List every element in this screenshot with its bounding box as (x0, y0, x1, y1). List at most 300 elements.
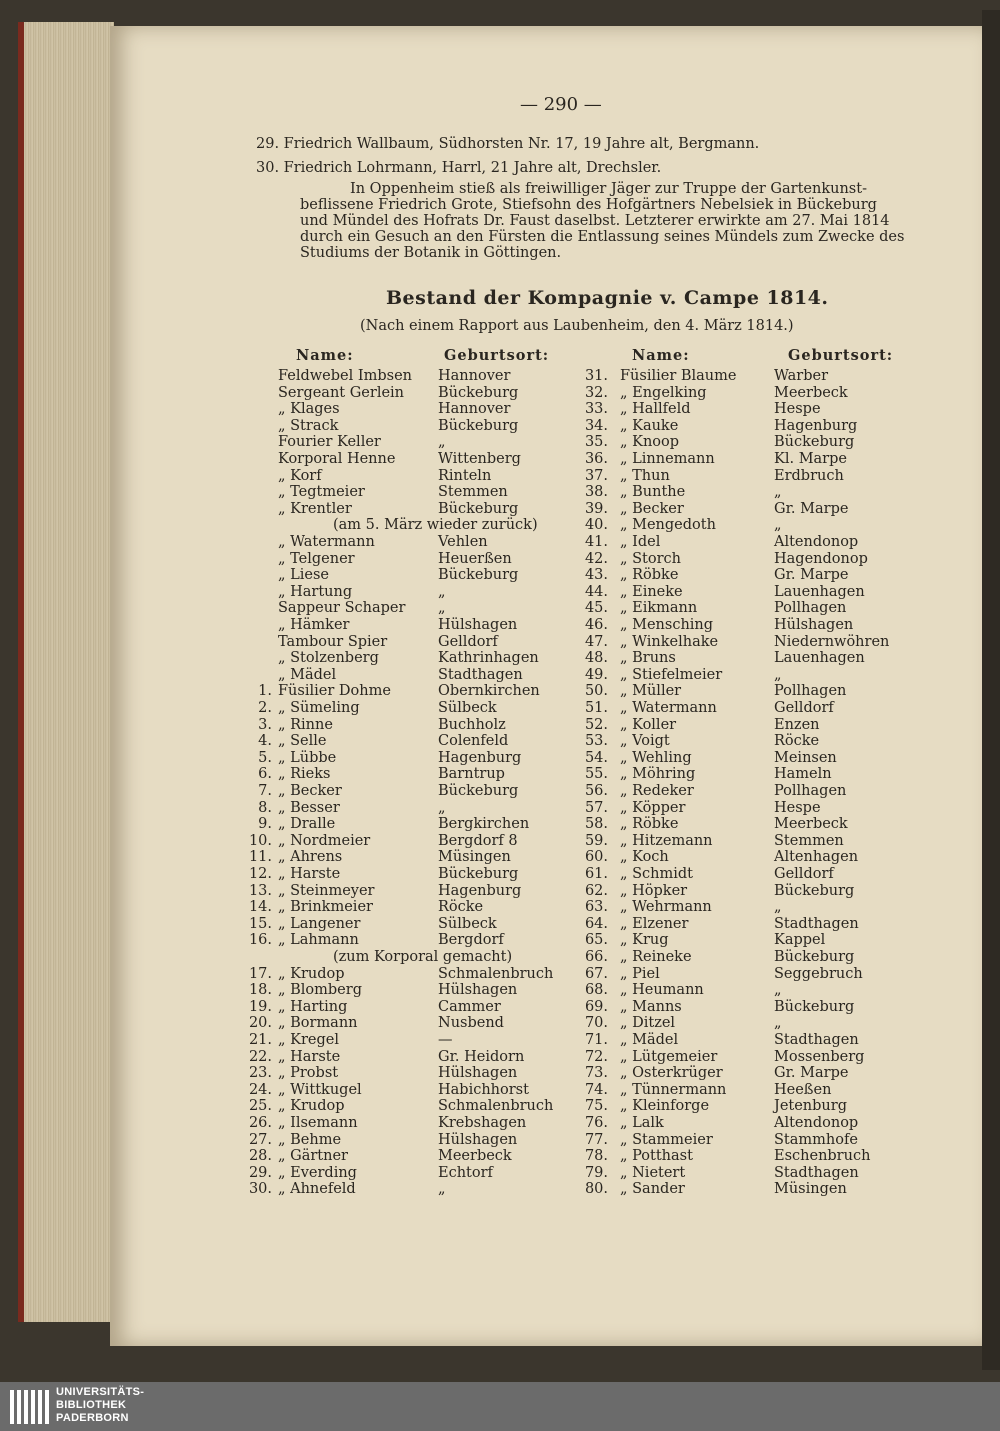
row-birthplace: Kappel (774, 932, 826, 949)
row-birthplace: „ (438, 583, 446, 600)
row-birthplace: Kl. Marpe (774, 451, 847, 467)
row-number: 55. (584, 766, 608, 783)
row-name: „ Lütgemeier (620, 1048, 718, 1065)
row-birthplace: Habichhorst (438, 1081, 529, 1098)
row-name: „ Besser (278, 799, 340, 816)
row-number: 50. (584, 683, 608, 700)
paragraph-line: und Mündel des Hofrats Dr. Faust daselbst. Letzterer erwirkte am 27. Mai 1814 (300, 213, 890, 229)
row-name: „ Engelking (620, 384, 707, 401)
row-name: „ Everding (278, 1164, 357, 1181)
row-name: „ Lalk (620, 1115, 664, 1131)
row-number: 67. (584, 965, 608, 982)
row-name: „ Eikmann (620, 600, 698, 617)
row-name: „ Nordmeier (278, 832, 371, 849)
logo-line: UNIVERSITÄTS- (56, 1386, 145, 1398)
page-edges (18, 22, 114, 1322)
row-birthplace: Bergdorf (438, 932, 504, 949)
row-birthplace: Hülshagen (774, 617, 854, 633)
row-name: Füsilier Blaume (620, 368, 737, 384)
row-name: „ Ahnefeld (278, 1181, 356, 1198)
row-number: 39. (584, 500, 608, 517)
row-number: 47. (584, 633, 608, 650)
row-birthplace: „ (438, 434, 446, 451)
row-name: „ Winkelhake (620, 633, 719, 650)
row-birthplace: Bückeburg (438, 783, 519, 799)
row-number: 2. (258, 700, 272, 716)
row-name: „ Wehling (620, 749, 692, 766)
row-birthplace: Müsingen (438, 849, 511, 866)
row-name: „ Korf (278, 467, 322, 484)
column-header-birthplace: Geburtsort: (444, 347, 550, 364)
row-birthplace: Bergdorf 8 (438, 832, 518, 849)
row-birthplace: Gr. Marpe (774, 1065, 849, 1082)
row-number: 77. (584, 1131, 608, 1148)
row-birthplace: „ (774, 982, 782, 999)
row-birthplace: Meerbeck (438, 1148, 512, 1165)
row-number: 9. (258, 816, 272, 833)
row-number: 36. (584, 451, 608, 467)
row-name: „ Mengedoth (620, 517, 716, 534)
row-name: „ Wehrmann (620, 899, 712, 916)
row-number: 1. (258, 683, 272, 700)
row-name: „ Rieks (278, 766, 331, 783)
row-birthplace: Stadthagen (774, 1164, 859, 1181)
row-birthplace: Seggebruch (774, 965, 863, 982)
row-name: „ Rinne (278, 716, 333, 733)
row-birthplace: Obernkirchen (438, 683, 540, 700)
row-name: „ Mädel (620, 1032, 679, 1048)
row-birthplace: Hagenburg (438, 749, 522, 766)
row-birthplace: „ (774, 484, 782, 501)
row-birthplace: „ (438, 799, 446, 816)
row-number: 11. (248, 849, 272, 866)
row-number: 37. (584, 467, 608, 484)
row-birthplace: Hagenburg (438, 882, 522, 899)
row-name: „ Höpker (620, 882, 688, 899)
row-number: 56. (584, 783, 608, 799)
row-birthplace: Colenfeld (438, 733, 509, 750)
row-number: 65. (584, 932, 608, 949)
row-birthplace: Meerbeck (774, 384, 848, 401)
row-name: „ Voigt (620, 733, 670, 750)
row-name: „ Stammeier (620, 1131, 713, 1148)
row-name: „ Steinmeyer (278, 882, 375, 899)
row-number: 73. (584, 1065, 608, 1082)
library-logo-text (56, 1386, 144, 1425)
row-name: „ Harste (278, 866, 341, 882)
row-birthplace: Hülshagen (438, 1065, 518, 1082)
page-number: — 290 — (520, 94, 602, 115)
row-number: 63. (584, 899, 608, 916)
row-name: „ Hämker (278, 617, 350, 633)
row-name: „ Liese (278, 567, 329, 584)
row-number: 18. (248, 982, 272, 999)
row-name: „ Stolzenberg (278, 650, 379, 667)
row-number: 31. (584, 368, 608, 384)
row-birthplace: Heeßen (774, 1081, 832, 1098)
row-birthplace: Schmalenbruch (438, 965, 554, 982)
row-name: „ Koch (620, 849, 669, 866)
row-birthplace: Barntrup (438, 766, 505, 783)
row-birthplace: Gelldorf (438, 633, 498, 650)
row-number: 10. (248, 832, 272, 849)
logo-line: BIBLIOTHEK (56, 1399, 127, 1411)
row-number: 25. (248, 1098, 272, 1115)
row-name: „ Wittkugel (278, 1081, 362, 1098)
row-birthplace: Altenhagen (774, 849, 859, 866)
row-name: „ Heumann (620, 982, 704, 999)
row-birthplace: Rinteln (438, 467, 492, 484)
row-name: Korporal Henne (278, 451, 396, 467)
row-number: 5. (258, 749, 272, 766)
row-number: 29. (248, 1164, 272, 1181)
row-birthplace: „ (774, 666, 782, 683)
row-number: 3. (258, 716, 272, 733)
row-birthplace: Altendonop (774, 534, 859, 550)
row-birthplace: Meerbeck (774, 816, 848, 833)
row-birthplace: Mossenberg (774, 1048, 865, 1065)
row-number: 30. (248, 1181, 272, 1198)
row-name: „ Krug (620, 932, 669, 949)
paragraph-line: Studiums der Botanik in Göttingen. (300, 245, 562, 261)
row-name: „ Krudop (278, 1098, 345, 1115)
row-birthplace: Pollhagen (774, 683, 847, 700)
row-name: „ Sander (620, 1181, 685, 1198)
row-name: „ Hartung (278, 583, 353, 600)
row-birthplace: Nusbend (438, 1015, 504, 1032)
row-name: „ Kleinforge (620, 1098, 710, 1115)
row-name: „ Behme (278, 1131, 342, 1148)
row-number: 38. (584, 484, 608, 501)
row-birthplace: Röcke (438, 899, 484, 916)
row-birthplace: Lauenhagen (774, 583, 865, 600)
row-birthplace: Cammer (438, 998, 501, 1015)
row-name: „ Becker (620, 500, 684, 517)
intro-line: 29. Friedrich Wallbaum, Südhorsten Nr. 17, 19 Jahre alt, Bergmann. (256, 136, 760, 152)
row-name: „ Kauke (620, 417, 679, 434)
row-birthplace: Hameln (774, 766, 832, 783)
row-birthplace: Echtorf (438, 1164, 493, 1181)
row-name: „ Ahrens (278, 849, 343, 866)
row-birthplace: Stadthagen (774, 915, 859, 932)
row-birthplace: Hespe (774, 799, 821, 816)
row-birthplace: Gr. Marpe (774, 500, 849, 517)
row-number: 13. (248, 882, 272, 899)
row-number: 4. (258, 733, 272, 750)
row-number: 7. (258, 783, 272, 799)
row-birthplace: Bückeburg (438, 417, 519, 434)
row-birthplace: Gelldorf (774, 700, 834, 716)
row-birthplace: Niedernwöhren (774, 633, 890, 650)
row-name: „ Hallfeld (620, 401, 691, 418)
row-name: Fourier Keller (278, 434, 381, 451)
row-birthplace: Vehlen (438, 534, 488, 550)
paragraph-line: beflissene Friedrich Grote, Stiefsohn des Hofgärtners Nebelsiek in Bückeburg (300, 197, 877, 213)
row-number: 24. (248, 1081, 272, 1098)
row-birthplace: Buchholz (438, 716, 506, 733)
row-number: 27. (248, 1131, 272, 1148)
row-number: 41. (584, 534, 608, 550)
row-number: 49. (584, 666, 608, 683)
row-number: 75. (584, 1098, 608, 1115)
row-birthplace: Erdbruch (774, 467, 844, 484)
paragraph-line: In Oppenheim stieß als freiwilliger Jäger zur Truppe der Gartenkunst- (350, 181, 867, 197)
paragraph-line: durch ein Gesuch an den Fürsten die Entlassung seines Mündels zum Zwecke des (300, 229, 905, 245)
row-number: 51. (584, 700, 608, 716)
row-number: 70. (584, 1015, 608, 1032)
row-birthplace: „ (774, 899, 782, 916)
row-name: „ Blomberg (278, 982, 362, 999)
row-name: „ Idel (620, 534, 661, 550)
row-number: 34. (584, 417, 608, 434)
row-name: Tambour Spier (278, 633, 388, 650)
row-number: 6. (258, 766, 272, 783)
row-birthplace: Bückeburg (774, 949, 855, 965)
row-name: „ Nietert (620, 1164, 686, 1181)
row-birthplace: Bückeburg (774, 998, 855, 1015)
row-birthplace: Hespe (774, 401, 821, 418)
row-birthplace: Stadthagen (438, 666, 523, 683)
row-name: „ Mensching (620, 617, 714, 633)
row-number: 78. (584, 1148, 608, 1165)
row-birthplace: Eschenbruch (774, 1148, 871, 1165)
library-logo-icon (10, 1390, 50, 1424)
row-number: 20. (248, 1015, 272, 1032)
row-name: „ Langener (278, 915, 361, 932)
row-number: 15. (248, 915, 272, 932)
row-number: 8. (258, 799, 272, 816)
row-name: „ Lahmann (278, 932, 359, 949)
row-number: 12. (248, 866, 272, 882)
row-name: „ Schmidt (620, 866, 694, 882)
row-birthplace: „ (438, 1181, 446, 1198)
row-number: 66. (584, 949, 608, 965)
row-name: „ Tegtmeier (278, 484, 365, 501)
row-name: Sappeur Schaper (278, 600, 406, 617)
row-birthplace: Bückeburg (774, 882, 855, 899)
column-header-birthplace: Geburtsort: (788, 347, 894, 364)
row-birthplace: Jetenburg (774, 1098, 847, 1115)
row-name: „ Krentler (278, 500, 352, 517)
row-name: „ Krudop (278, 965, 345, 982)
row-number: 45. (584, 600, 608, 617)
row-name: „ Lübbe (278, 749, 337, 766)
row-birthplace: Hagendonop (774, 550, 868, 567)
row-number: 69. (584, 998, 608, 1015)
row-name: „ Bormann (278, 1015, 358, 1032)
row-name: „ Manns (620, 998, 682, 1015)
row-number: 64. (584, 915, 608, 932)
row-name: „ Koller (620, 716, 677, 733)
row-birthplace: Kathrinhagen (438, 650, 539, 667)
row-birthplace: Stemmen (438, 484, 508, 501)
row-name: „ Klages (278, 401, 340, 418)
row-name: „ Potthast (620, 1148, 693, 1165)
row-name: „ Hitzemann (620, 832, 713, 849)
row-name: „ Linnemann (620, 451, 715, 467)
row-birthplace: Enzen (774, 716, 820, 733)
row-birthplace: Sülbeck (438, 700, 497, 716)
row-name: Sergeant Gerlein (278, 384, 405, 401)
row-birthplace: Hülshagen (438, 1131, 518, 1148)
row-birthplace: „ (774, 1015, 782, 1032)
row-number: 46. (584, 617, 608, 633)
row-name: „ Watermann (620, 700, 717, 716)
row-number: 14. (248, 899, 272, 916)
row-number: 43. (584, 567, 608, 584)
row-name: „ Bruns (620, 650, 676, 667)
row-number: 23. (248, 1065, 272, 1082)
row-birthplace: Müsingen (774, 1181, 847, 1198)
row-birthplace: Pollhagen (774, 783, 847, 799)
row-birthplace: Heuerßen (438, 550, 512, 567)
row-birthplace: Stammhofe (774, 1131, 858, 1148)
row-name: „ Röbke (620, 816, 679, 833)
row-name: Füsilier Dohme (278, 683, 391, 700)
row-number: 26. (248, 1115, 272, 1131)
row-number: 61. (584, 866, 608, 882)
intro-line: 30. Friedrich Lohrmann, Harrl, 21 Jahre alt, Drechsler. (256, 160, 662, 176)
row-number: 17. (248, 965, 272, 982)
row-number: 19. (248, 998, 272, 1015)
row-name: „ Watermann (278, 534, 375, 550)
row-name: „ Tünnermann (620, 1081, 727, 1098)
list-heading: Bestand der Kompagnie v. Campe 1814. (386, 287, 829, 309)
library-footer (0, 1382, 1000, 1431)
row-birthplace: Bückeburg (774, 434, 855, 451)
row-name: „ Telgener (278, 550, 355, 567)
row-number: 35. (584, 434, 608, 451)
row-name: „ Piel (620, 965, 660, 982)
row-birthplace: Krebshagen (438, 1115, 527, 1131)
logo-line: PADERBORN (56, 1412, 129, 1424)
row-number: 52. (584, 716, 608, 733)
row-birthplace: Bückeburg (438, 500, 519, 517)
row-name: (zum Korporal gemacht) (333, 949, 513, 965)
row-name: „ Harting (278, 998, 348, 1015)
row-name: „ Mädel (278, 666, 337, 683)
row-birthplace: Gelldorf (774, 866, 834, 882)
row-birthplace: Gr. Marpe (774, 567, 849, 584)
column-header-name: Name: (632, 347, 690, 364)
row-birthplace: Hannover (438, 401, 511, 418)
row-name: „ Elzener (620, 915, 689, 932)
column-header-name: Name: (296, 347, 354, 364)
row-number: 44. (584, 583, 608, 600)
row-birthplace: Hagenburg (774, 417, 858, 434)
row-birthplace: Pollhagen (774, 600, 847, 617)
row-number: 22. (248, 1048, 272, 1065)
row-name: „ Ilsemann (278, 1115, 358, 1131)
row-name: „ Osterkrüger (620, 1065, 723, 1082)
row-number: 57. (584, 799, 608, 816)
row-birthplace: Warber (774, 368, 829, 384)
row-number: 59. (584, 832, 608, 849)
row-name: „ Bunthe (620, 484, 686, 501)
row-name: „ Becker (278, 783, 342, 799)
row-name: Feldwebel Imbsen (278, 368, 412, 384)
row-birthplace: Schmalenbruch (438, 1098, 554, 1115)
row-name: „ Gärtner (278, 1148, 348, 1165)
row-birthplace: Sülbeck (438, 915, 497, 932)
row-name: „ Müller (620, 683, 682, 700)
row-birthplace: Altendonop (774, 1115, 859, 1131)
row-name: „ Thun (620, 467, 670, 484)
row-name: „ Dralle (278, 816, 336, 833)
row-number: 74. (584, 1081, 608, 1098)
row-number: 79. (584, 1164, 608, 1181)
row-birthplace: „ (438, 600, 446, 617)
row-name: „ Kregel (278, 1032, 339, 1048)
row-name: „ Möhring (620, 766, 696, 783)
row-birthplace: Stadthagen (774, 1032, 859, 1048)
row-name: „ Knoop (620, 434, 680, 451)
row-name: „ Redeker (620, 783, 694, 799)
row-number: 42. (584, 550, 608, 567)
row-number: 68. (584, 982, 608, 999)
row-birthplace: Bückeburg (438, 866, 519, 882)
row-number: 16. (248, 932, 272, 949)
row-name: „ Reineke (620, 949, 692, 965)
row-number: 72. (584, 1048, 608, 1065)
row-number: 58. (584, 816, 608, 833)
row-name: (am 5. März wieder zurück) (333, 517, 538, 534)
row-name: „ Probst (278, 1065, 339, 1082)
row-number: 53. (584, 733, 608, 750)
row-name: „ Selle (278, 733, 327, 750)
row-number: 76. (584, 1115, 608, 1131)
row-number: 48. (584, 650, 608, 667)
row-name: „ Brinkmeier (278, 899, 373, 916)
row-number: 28. (248, 1148, 272, 1165)
row-birthplace: Stemmen (774, 832, 844, 849)
row-name: „ Harste (278, 1048, 341, 1065)
row-number: 80. (584, 1181, 608, 1198)
row-name: „ Stiefelmeier (620, 666, 723, 683)
row-birthplace: Hülshagen (438, 617, 518, 633)
row-name: „ Ditzel (620, 1015, 676, 1032)
row-number: 32. (584, 384, 608, 401)
row-name: „ Sümeling (278, 700, 360, 716)
row-birthplace: Wittenberg (438, 451, 521, 467)
row-birthplace: Röcke (774, 733, 820, 750)
row-name: „ Röbke (620, 567, 679, 584)
row-name: „ Strack (278, 417, 339, 434)
row-birthplace: Gr. Heidorn (438, 1048, 525, 1065)
row-number: 71. (584, 1032, 608, 1048)
row-birthplace: — (438, 1032, 453, 1048)
row-birthplace: Meinsen (774, 749, 837, 766)
row-number: 60. (584, 849, 608, 866)
row-number: 54. (584, 749, 608, 766)
row-name: „ Storch (620, 550, 682, 567)
row-birthplace: Lauenhagen (774, 650, 865, 667)
row-name: „ Köpper (620, 799, 686, 816)
row-name: „ Eineke (620, 583, 683, 600)
row-birthplace: Bückeburg (438, 567, 519, 584)
row-birthplace: Bergkirchen (438, 816, 530, 833)
row-birthplace: Bückeburg (438, 384, 519, 401)
row-birthplace: Hülshagen (438, 982, 518, 999)
list-subheading: (Nach einem Rapport aus Laubenheim, den 4. März 1814.) (360, 318, 794, 334)
row-number: 33. (584, 401, 608, 418)
row-number: 40. (584, 517, 608, 534)
row-birthplace: „ (774, 517, 782, 534)
row-number: 62. (584, 882, 608, 899)
row-birthplace: Hannover (438, 368, 511, 384)
book-cover-edge (982, 10, 1000, 1370)
row-number: 21. (248, 1032, 272, 1048)
